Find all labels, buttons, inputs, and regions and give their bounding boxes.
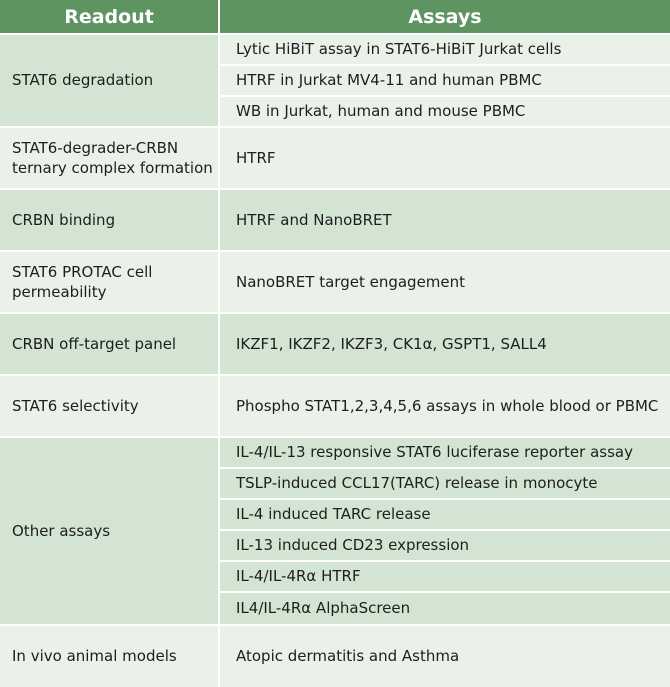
readout-cell-crbn-binding: CRBN binding xyxy=(0,190,218,250)
assay-cell: HTRF xyxy=(220,128,670,188)
readout-cell-selectivity: STAT6 selectivity xyxy=(0,376,218,436)
assay-cell: HTRF in Jurkat MV4-11 and human PBMC xyxy=(220,66,670,95)
readout-cell-ternary-complex: STAT6-degrader-CRBN ternary complex formation xyxy=(0,128,218,188)
assay-cell: IL-4 induced TARC release xyxy=(220,500,670,529)
assay-cell: TSLP-induced CCL17(TARC) release in monocyte xyxy=(220,469,670,498)
readout-column-header: Readout xyxy=(0,0,218,33)
readout-cell-permeability: STAT6 PROTAC cell permeability xyxy=(0,252,218,312)
assay-cell: IL-13 induced CD23 expression xyxy=(220,531,670,560)
assay-cell: HTRF and NanoBRET xyxy=(220,190,670,250)
readout-cell-stat6-degradation: STAT6 degradation xyxy=(0,35,218,126)
assay-cell: NanoBRET target engagement xyxy=(220,252,670,312)
assay-cell: WB in Jurkat, human and mouse PBMC xyxy=(220,97,670,126)
readout-cell-other-assays: Other assays xyxy=(0,438,218,624)
assays-column-header: Assays xyxy=(220,0,670,33)
assay-cell: Phospho STAT1,2,3,4,5,6 assays in whole blood or PBMC xyxy=(220,376,670,436)
assay-cell: IL4/IL-4Rα AlphaScreen xyxy=(220,593,670,624)
assay-cell: IL-4/IL-13 responsive STAT6 luciferase reporter assay xyxy=(220,438,670,467)
readout-cell-in-vivo: In vivo animal models xyxy=(0,626,218,687)
assay-cell: IKZF1, IKZF2, IKZF3, CK1α, GSPT1, SALL4 xyxy=(220,314,670,374)
assay-cell: Atopic dermatitis and Asthma xyxy=(220,626,670,687)
assay-cell: IL-4/IL-4Rα HTRF xyxy=(220,562,670,591)
assay-cell: Lytic HiBiT assay in STAT6-HiBiT Jurkat cells xyxy=(220,35,670,64)
readout-cell-off-target: CRBN off-target panel xyxy=(0,314,218,374)
